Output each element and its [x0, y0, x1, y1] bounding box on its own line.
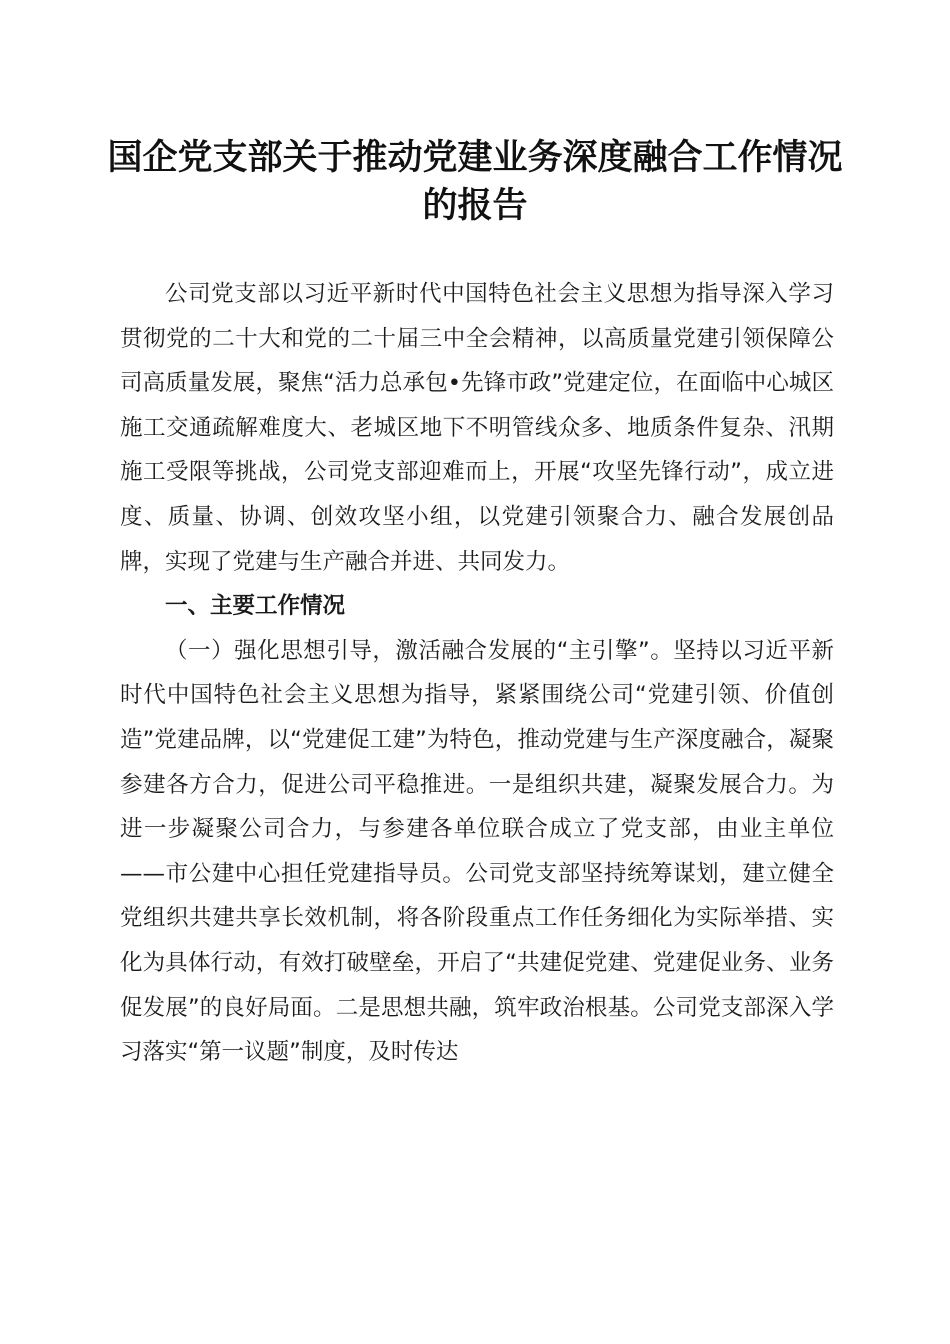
section-heading-main-work: 一、主要工作情况: [165, 593, 346, 620]
intro-paragraph: 公司党支部以习近平新时代中国特色社会主义思想为指导深入学习贯彻党的二十大和党的二十届三中全会精神，以高质量党建引领保障公司高质量发展，聚焦“活力总承包•先锋市政”党建定位，在面临中心城区施工交通疏解难度大、老城区地下不明管线众多、地质条件复杂、汛期施工受限等挑战，公司党支部迎难而上，开展“攻坚先锋行动”，成立进度、质量、协调、创效攻坚小组，以党建引领聚合力、融合发展创品牌，实现了党建与生产融合并进、共同发力。: [120, 281, 834, 575]
section-paragraph-1: （一）强化思想引导，激活融合发展的“主引擎”。坚持以习近平新时代中国特色社会主义思想为指导，紧紧围绕公司“党建引领、价值创造”党建品牌，以“党建促工建”为特色，推动党建与生产深度融合，凝聚参建各方合力，促进公司平稳推进。一是组织共建，凝聚发展合力。为进一步凝聚公司合力，与参建各单位联合成立了党支部，由业主单位——市公建中心担任党建指导员。公司党支部坚持统筹谋划，建立健全党组织共建共享长效机制，将各阶段重点工作任务细化为实际举措、实化为具体行动，有效打破壁垒，开启了“共建促党建、党建促业务、业务促发展”的良好局面。二是思想共融，筑牢政治根基。公司党支部深入学习落实“第一议题”制度，及时传达: [120, 637, 834, 1066]
document-title: 国企党支部关于推动党建业务深度融合工作情况的报告: [107, 137, 843, 226]
document-body: [120, 272, 834, 1075]
